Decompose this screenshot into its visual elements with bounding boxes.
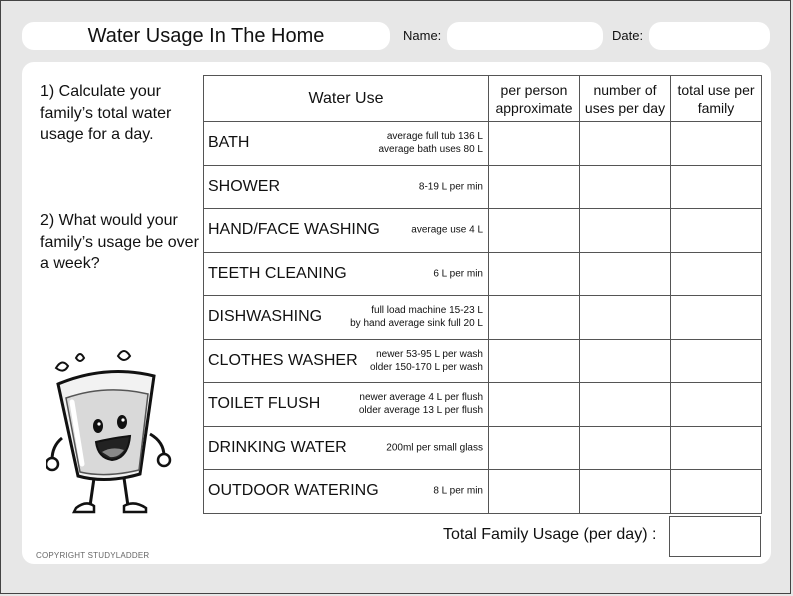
total-use-cell[interactable] bbox=[671, 209, 762, 253]
water-use-note-line: average bath uses 80 L bbox=[378, 144, 483, 156]
uses-per-day-cell[interactable] bbox=[580, 339, 671, 383]
water-use-name: DRINKING WATER bbox=[208, 438, 347, 456]
per-person-cell[interactable] bbox=[489, 122, 580, 166]
water-use-note bbox=[359, 391, 483, 417]
table-row bbox=[204, 122, 762, 166]
header-total-use: total use per family bbox=[671, 76, 762, 122]
water-use-name: OUTDOOR WATERING bbox=[208, 482, 379, 500]
water-use-note bbox=[411, 224, 483, 237]
water-use-note-line: full load machine 15-23 L bbox=[371, 305, 483, 317]
water-use-note-line: 200ml per small glass bbox=[386, 442, 483, 454]
per-person-cell[interactable] bbox=[489, 209, 580, 253]
question-2: 2) What would your family’s usage be over a week? bbox=[40, 212, 199, 272]
name-field[interactable] bbox=[447, 22, 603, 50]
per-person-cell[interactable] bbox=[489, 426, 580, 470]
header-uses-per-day: number of uses per day bbox=[580, 76, 671, 122]
uses-per-day-cell[interactable] bbox=[580, 383, 671, 427]
water-use-cell bbox=[204, 296, 489, 340]
water-use-name: TOILET FLUSH bbox=[208, 395, 321, 413]
water-use-note-line: newer 53-95 L per wash bbox=[376, 348, 483, 360]
water-use-name: CLOTHES WASHER bbox=[208, 351, 358, 369]
per-person-cell[interactable] bbox=[489, 383, 580, 427]
water-use-note-line: 6 L per min bbox=[433, 268, 483, 280]
water-use-note bbox=[378, 130, 483, 156]
water-use-note bbox=[433, 267, 483, 280]
name-label: Name: bbox=[403, 28, 442, 43]
water-use-note-line: older 150-170 L per wash bbox=[369, 361, 483, 373]
water-use-name: DISHWASHING bbox=[208, 308, 323, 326]
water-use-cell bbox=[204, 122, 489, 166]
total-use-cell[interactable] bbox=[671, 165, 762, 209]
water-use-note bbox=[433, 485, 483, 498]
copyright-text: COPYRIGHT STUDYLADDER bbox=[36, 551, 150, 560]
uses-per-day-cell[interactable] bbox=[580, 122, 671, 166]
header-per-person: per person approximate bbox=[489, 76, 580, 122]
water-use-name: HAND/FACE WASHING bbox=[208, 221, 380, 239]
question-1: 1) Calculate your family’s total water usage for a day. bbox=[40, 83, 172, 143]
water-use-cell bbox=[204, 209, 489, 253]
table-row bbox=[204, 209, 762, 253]
total-use-cell[interactable] bbox=[671, 122, 762, 166]
per-person-cell[interactable] bbox=[489, 296, 580, 340]
water-use-note-line: newer average 4 L per flush bbox=[359, 392, 483, 404]
table-row bbox=[204, 383, 762, 427]
water-use-cell bbox=[204, 383, 489, 427]
water-use-cell bbox=[204, 426, 489, 470]
total-use-cell[interactable] bbox=[671, 252, 762, 296]
uses-per-day-cell[interactable] bbox=[580, 426, 671, 470]
water-use-note-line: by hand average sink full 20 L bbox=[350, 318, 483, 330]
table-row bbox=[204, 339, 762, 383]
water-use-note-line: average use 4 L bbox=[411, 224, 483, 236]
uses-per-day-cell[interactable] bbox=[580, 209, 671, 253]
total-use-cell[interactable] bbox=[671, 470, 762, 514]
date-label: Date: bbox=[612, 28, 644, 43]
water-use-name: BATH bbox=[208, 134, 250, 152]
per-person-cell[interactable] bbox=[489, 470, 580, 514]
per-person-cell[interactable] bbox=[489, 339, 580, 383]
worksheet-title: Water Usage In The Home bbox=[22, 22, 390, 50]
table-row bbox=[204, 426, 762, 470]
water-use-name: SHOWER bbox=[208, 177, 280, 195]
water-use-note bbox=[350, 304, 483, 330]
header-water-use: Water Use bbox=[204, 76, 489, 122]
table-header-row bbox=[204, 76, 762, 122]
water-usage-table bbox=[203, 75, 762, 514]
uses-per-day-cell[interactable] bbox=[580, 165, 671, 209]
water-use-note-line: 8 L per min bbox=[433, 485, 483, 497]
water-use-note-line: average full tub 136 L bbox=[386, 131, 483, 143]
uses-per-day-cell[interactable] bbox=[580, 252, 671, 296]
water-use-note-line: older average 13 L per flush bbox=[358, 405, 483, 417]
water-use-cell bbox=[204, 470, 489, 514]
total-family-usage-field[interactable] bbox=[669, 516, 761, 557]
total-use-cell[interactable] bbox=[671, 383, 762, 427]
water-use-name: TEETH CLEANING bbox=[208, 264, 347, 282]
per-person-cell[interactable] bbox=[489, 252, 580, 296]
table-row bbox=[204, 165, 762, 209]
uses-per-day-cell[interactable] bbox=[580, 296, 671, 340]
per-person-cell[interactable] bbox=[489, 165, 580, 209]
total-use-cell[interactable] bbox=[671, 296, 762, 340]
water-use-cell bbox=[204, 339, 489, 383]
table-row bbox=[204, 252, 762, 296]
total-use-cell[interactable] bbox=[671, 339, 762, 383]
water-glass-mascot-icon bbox=[46, 346, 176, 518]
date-field[interactable] bbox=[649, 22, 770, 50]
table-row bbox=[204, 470, 762, 514]
uses-per-day-cell[interactable] bbox=[580, 470, 671, 514]
water-use-note-line: 8-19 L per min bbox=[418, 181, 483, 193]
water-use-cell bbox=[204, 252, 489, 296]
total-use-cell[interactable] bbox=[671, 426, 762, 470]
table-row bbox=[204, 296, 762, 340]
water-use-cell bbox=[204, 165, 489, 209]
total-family-usage-label: Total Family Usage (per day) : bbox=[443, 526, 657, 543]
water-use-note bbox=[419, 180, 483, 193]
water-use-note bbox=[370, 348, 483, 374]
water-use-note bbox=[386, 441, 483, 454]
